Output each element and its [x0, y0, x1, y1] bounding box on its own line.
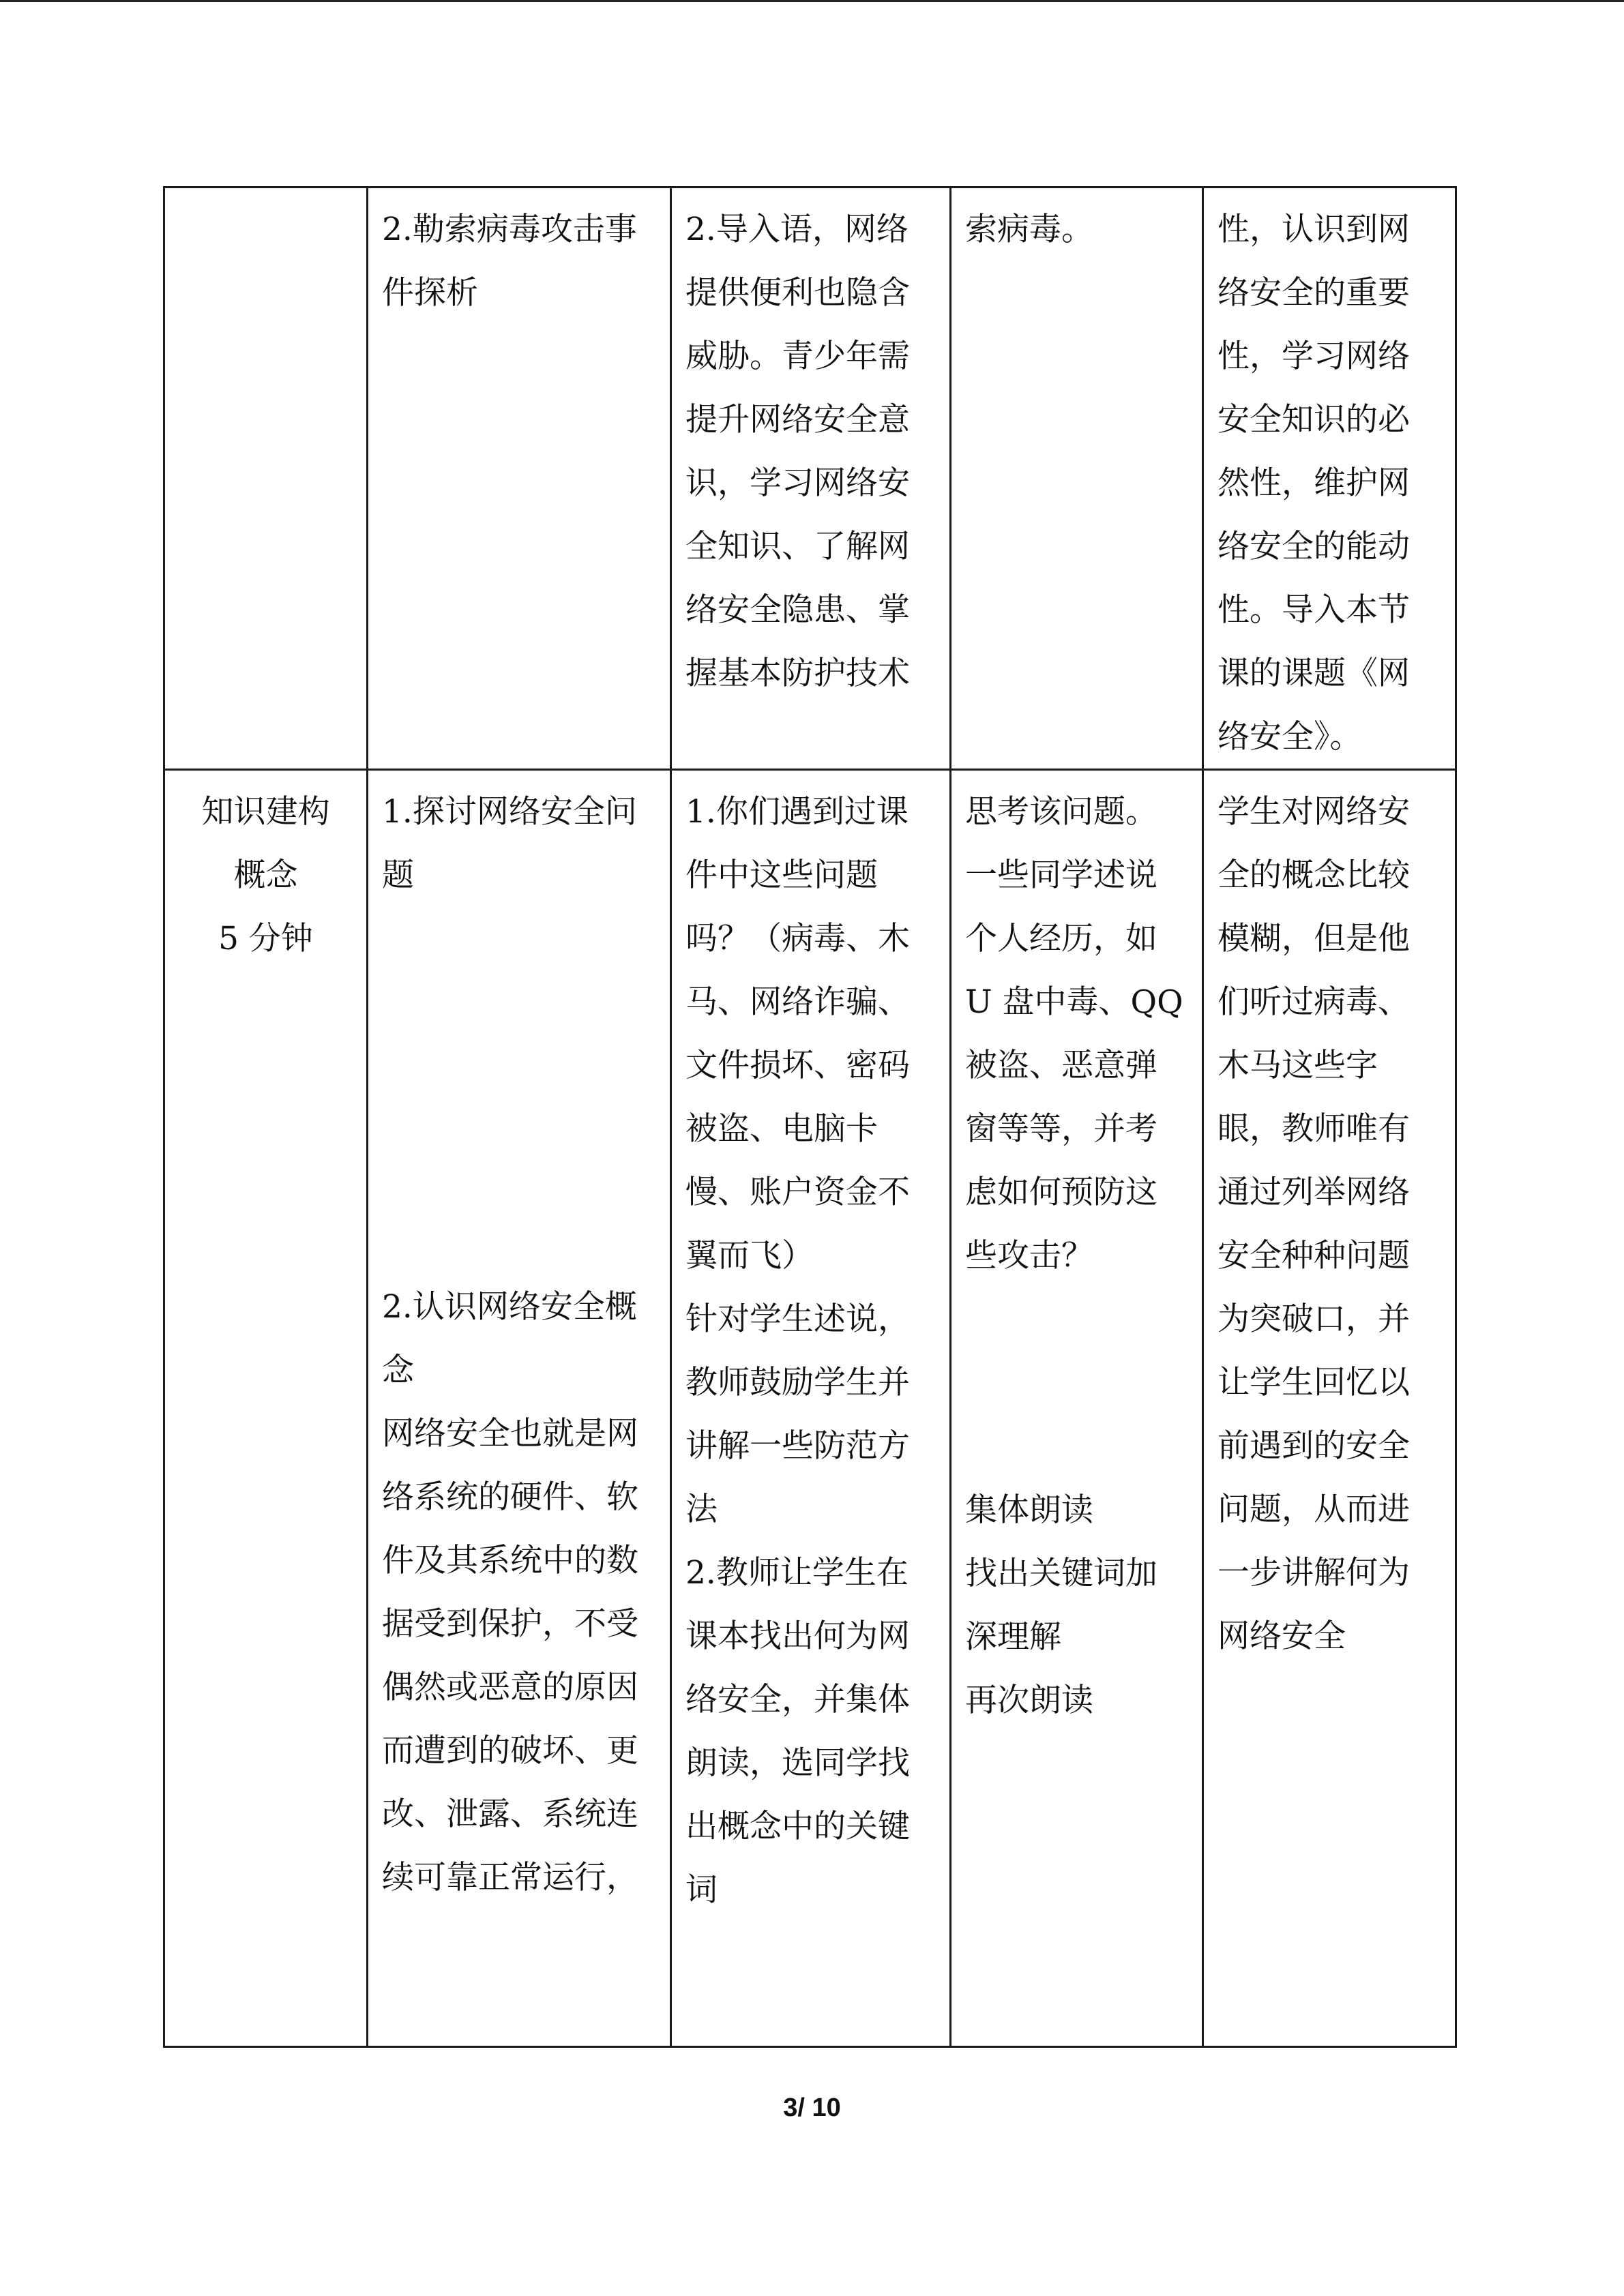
lesson-plan-table	[163, 186, 1457, 2048]
student-activity-text: 找出关键词加深理解	[965, 1555, 1157, 1656]
teacher-activity-cell	[671, 770, 951, 2047]
design-intent-text: 学生对网络安全的概念比较模糊，但是他们听过病毒、木马这些字眼，教师唯有通过列举网络安全种种问题为突破口，并让学生回忆以前遇到的安全问题，从而进一步讲解何为网络安全	[1217, 793, 1410, 1655]
teacher-activity-text: 2.教师让学生在课本找出何为网络安全，并集体朗读，选同学找出概念中的关键词	[685, 1554, 910, 1909]
content-cell	[368, 188, 671, 770]
content-text: 2.认识网络安全概念	[382, 1288, 637, 1389]
design-intent-cell	[1203, 188, 1456, 770]
table-row	[164, 770, 1456, 2047]
page-number: 3/ 10	[783, 2093, 841, 2122]
student-activity-cell	[951, 188, 1203, 770]
design-intent-text: 性，认识到网络安全的重要性，学习网络安全知识的必然性，维护网络安全的能动性。导入本节课的课题《网络安全》。	[1217, 211, 1410, 756]
student-activity-text: 一些同学述说个人经历，如 U 盘中毒、QQ 被盗、恶意弹窗等等，并考虑如何预防这些攻击？	[965, 856, 1183, 1274]
stage-cell	[164, 188, 368, 770]
student-activity-text: 思考该问题。	[965, 793, 1157, 831]
student-activity-text: 集体朗读	[965, 1491, 1093, 1529]
teacher-activity-text: 针对学生述说，教师鼓励学生并讲解一些防范方法	[685, 1300, 910, 1528]
student-activity-text: 再次朗读	[965, 1682, 1093, 1719]
stage-duration: 5 分钟	[218, 920, 313, 957]
student-activity-text: 索病毒。	[965, 211, 1093, 248]
teacher-activity-text: 2.导入语，网络提供便利也隐含威胁。青少年需提升网络安全意识，学习网络安全知识、了解网络安全隐患、掌握基本防护技术	[685, 211, 910, 692]
page-top-border	[0, 0, 1624, 2]
design-intent-cell	[1203, 770, 1456, 2047]
stage-cell	[164, 770, 368, 2047]
content-cell	[368, 770, 671, 2047]
content-text: 网络安全也就是网络系统的硬件、软件及其系统中的数据受到保护，不受偶然或恶意的原因而遭到的破坏、更改、泄露、系统连续可靠正常运行，	[382, 1415, 638, 1896]
teacher-activity-cell	[671, 188, 951, 770]
student-activity-cell	[951, 770, 1203, 2047]
content-text: 1.探讨网络安全问题	[382, 793, 637, 894]
stage-label: 知识建构	[201, 793, 330, 831]
stage-label: 概念	[233, 856, 298, 894]
content-text: 2.勒索病毒攻击事件探析	[382, 211, 637, 312]
teacher-activity-text: 1.你们遇到过课件中这些问题吗？（病毒、木马、网络诈骗、文件损坏、密码被盗、电脑卡慢、账户资金不翼而飞）	[685, 793, 910, 1274]
table-row	[164, 188, 1456, 770]
